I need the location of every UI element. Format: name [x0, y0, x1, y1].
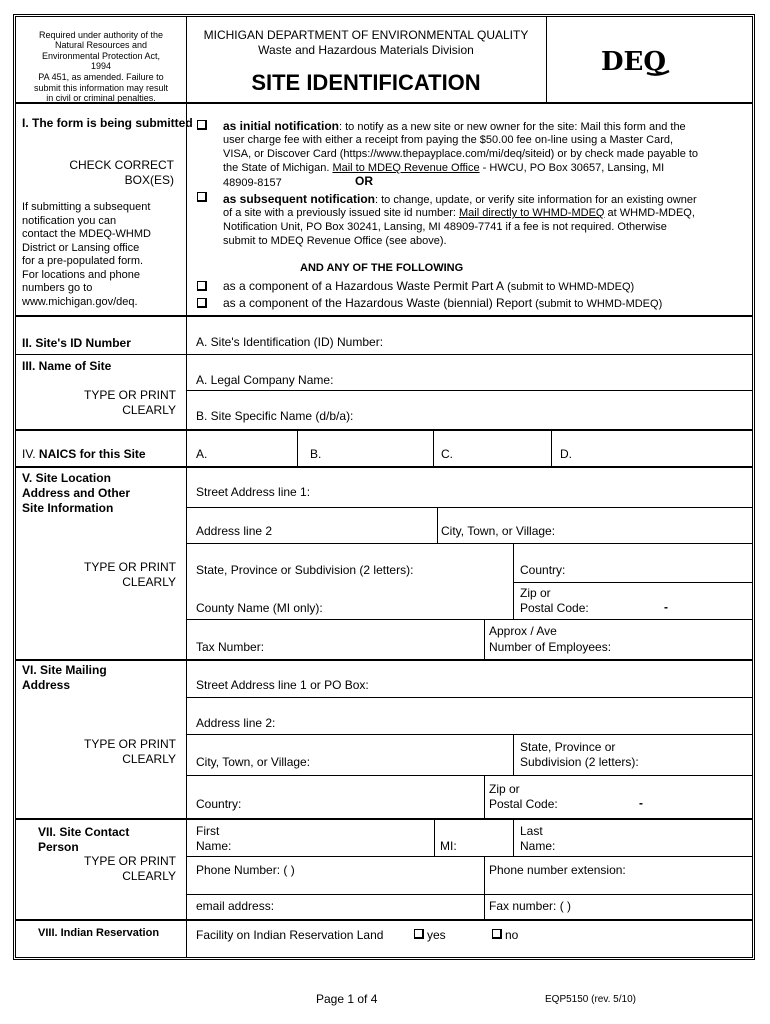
section-5-heading: V. Site Location — [22, 471, 111, 485]
section-3-heading: III. Name of Site — [22, 359, 112, 373]
first-name-field[interactable]: Name: — [196, 839, 232, 853]
authority-line: Required under authority of the — [38, 30, 164, 40]
authority-line: submit this information may result — [33, 83, 169, 93]
authority-line: in civil or criminal penalties. — [46, 93, 156, 103]
phone-number-field[interactable]: Phone Number: ( ) — [196, 863, 295, 877]
location-country-field[interactable]: Country: — [520, 563, 566, 577]
section-7-heading: Person — [38, 840, 79, 854]
division-name: Waste and Hazardous Materials Division — [258, 43, 474, 57]
form-number: EQP5150 (rev. 5/10) — [545, 994, 636, 1005]
no-label: no — [505, 928, 519, 942]
email-field[interactable]: email address: — [196, 899, 275, 913]
mailing-state-field[interactable]: Subdivision (2 letters): — [520, 755, 639, 769]
subsequent-notification-line: Notification Unit, PO Box 30241, Lansing, MI 48909-7741 if a fee is not required. Otherwise — [223, 221, 667, 233]
location-zip-field[interactable]: Postal Code: — [520, 601, 589, 615]
type-or-print: TYPE OR PRINT — [83, 854, 176, 868]
note-line: notification you can — [22, 215, 117, 227]
location-zip-label: Zip or — [520, 586, 551, 600]
section-6-heading: VI. Site Mailing — [22, 663, 107, 677]
site-identification-form — [13, 14, 755, 960]
section-6-heading: Address — [22, 678, 71, 692]
initial-notification-line: the State of Michigan. Mail to MDEQ Revenue Office - HWCU, PO Box 30657, Lansing, MI — [223, 162, 665, 174]
note-line: District or Lansing office — [22, 242, 140, 254]
initial-notification-text: as initial notification: to notify as a new site or new owner for the site: Mail this form and the — [223, 119, 686, 133]
report-option: as a component of the Hazardous Waste (biennial) Report (submit to WHMD-MDEQ) — [223, 296, 663, 310]
deq-logo — [601, 43, 673, 77]
zip-dash: - — [639, 796, 643, 810]
tax-number-field[interactable]: Tax Number: — [196, 640, 265, 654]
type-or-print: CLEARLY — [122, 403, 176, 417]
section-8-heading: VIII. Indian Reservation — [38, 927, 160, 939]
subsequent-notification-text: as subsequent notification: to change, update, or verify site information for an existing owner — [223, 192, 697, 206]
note-line: for a pre-populated form. — [22, 255, 144, 267]
zip-dash: - — [664, 600, 668, 614]
site-specific-name-field[interactable]: B. Site Specific Name (d/b/a): — [196, 409, 354, 423]
type-or-print: TYPE OR PRINT — [83, 737, 176, 751]
mailing-street-1-field[interactable]: Street Address line 1 or PO Box: — [196, 678, 369, 692]
mailing-zip-label: Zip or — [489, 782, 520, 796]
note-line: numbers go to — [22, 282, 93, 294]
check-instruction: CHECK CORRECT — [69, 158, 174, 172]
mailing-zip-field[interactable]: Postal Code: — [489, 797, 558, 811]
form-title: SITE IDENTIFICATION — [251, 70, 481, 95]
initial-notification-checkbox[interactable] — [197, 120, 207, 130]
subsequent-notification-line: of a site with a previously issued site id number: Mail directly to WHMD-MDEQ at WHMD-MDEQ, — [223, 207, 695, 219]
subsequent-notification-checkbox[interactable] — [197, 192, 207, 202]
type-or-print: TYPE OR PRINT — [83, 560, 176, 574]
mailing-country-field[interactable]: Country: — [196, 797, 242, 811]
note-line: If submitting a subsequent — [22, 201, 151, 213]
initial-notification-line: 48909-8157 — [223, 177, 282, 189]
type-or-print: CLEARLY — [122, 869, 176, 883]
legal-company-name-field[interactable]: A. Legal Company Name: — [196, 373, 334, 387]
middle-initial-field[interactable]: MI: — [440, 839, 457, 853]
initial-notification-line: user charge fee with either a receipt from paying the $50.00 fee on-line using a Master Card, — [223, 134, 674, 146]
type-or-print: CLEARLY — [122, 752, 176, 766]
subsequent-notification-line: submit to MDEQ Revenue Office (see above). — [223, 235, 447, 247]
mailing-city-field[interactable]: City, Town, or Village: — [196, 755, 311, 769]
phone-extension-field[interactable]: Phone number extension: — [489, 863, 626, 877]
authority-line: Natural Resources and — [54, 40, 148, 50]
section-1-heading: I. The form is being submitted — [22, 116, 193, 130]
employees-label: Approx / Ave — [489, 624, 557, 638]
mailing-state-label: State, Province or — [520, 740, 616, 754]
authority-line: 1994 — [90, 61, 112, 71]
location-city-field[interactable]: City, Town, or Village: — [441, 524, 556, 538]
location-address-2-field[interactable]: Address line 2 — [196, 524, 273, 538]
mailing-address-2-field[interactable]: Address line 2: — [196, 716, 276, 730]
or-label: OR — [355, 174, 373, 188]
location-street-1-field[interactable]: Street Address line 1: — [196, 485, 311, 499]
section-7-heading: VII. Site Contact — [38, 825, 130, 839]
authority-line: Environmental Protection Act, — [41, 51, 161, 61]
section-2-heading: II. Site's ID Number — [22, 336, 131, 350]
report-checkbox[interactable] — [197, 298, 207, 308]
naics-c-field[interactable]: C. — [441, 447, 453, 461]
location-county-field[interactable]: County Name (MI only): — [196, 601, 323, 615]
check-instruction: BOX(ES) — [124, 173, 174, 187]
yes-checkbox[interactable] — [414, 929, 424, 939]
naics-b-field[interactable]: B. — [310, 447, 322, 461]
section-4-heading: IV. NAICS for this Site — [22, 447, 146, 461]
and-any-heading: AND ANY OF THE FOLLOWING — [300, 262, 464, 274]
permit-option: as a component of a Hazardous Waste Permit Part A (submit to WHMD-MDEQ) — [223, 279, 635, 293]
svg-text:DEQ: DEQ — [601, 47, 667, 77]
naics-a-field[interactable]: A. — [196, 447, 208, 461]
yes-label: yes — [427, 928, 446, 942]
type-or-print: TYPE OR PRINT — [83, 388, 176, 402]
no-checkbox[interactable] — [492, 929, 502, 939]
note-line: For locations and phone — [22, 269, 141, 281]
initial-notification-line: VISA, or Discover Card (https://www.thepayplace.com/mi/deq/siteid) or by check made payable to — [223, 148, 699, 160]
site-id-field[interactable]: A. Site's Identification (ID) Number: — [196, 335, 384, 349]
note-line: contact the MDEQ-WHMD — [22, 228, 151, 240]
permit-checkbox[interactable] — [197, 281, 207, 291]
location-state-field[interactable]: State, Province or Subdivision (2 letters): — [196, 563, 414, 577]
department-name: MICHIGAN DEPARTMENT OF ENVIRONMENTAL QUALITY — [203, 28, 529, 42]
first-name-label: First — [196, 824, 220, 838]
note-line: www.michigan.gov/deq. — [22, 296, 138, 308]
section-5-heading: Site Information — [22, 501, 114, 515]
employees-field[interactable]: Number of Employees: — [489, 640, 612, 654]
last-name-label: Last — [520, 824, 543, 838]
authority-line: PA 451, as amended. Failure to — [38, 72, 164, 82]
fax-number-field[interactable]: Fax number: ( ) — [489, 899, 572, 913]
naics-d-field[interactable]: D. — [560, 447, 572, 461]
type-or-print: CLEARLY — [122, 575, 176, 589]
section-5-heading: Address and Other — [22, 486, 131, 500]
last-name-field[interactable]: Name: — [520, 839, 556, 853]
page-number: Page 1 of 4 — [316, 992, 378, 1006]
indian-reservation-label: Facility on Indian Reservation Land — [196, 928, 384, 942]
